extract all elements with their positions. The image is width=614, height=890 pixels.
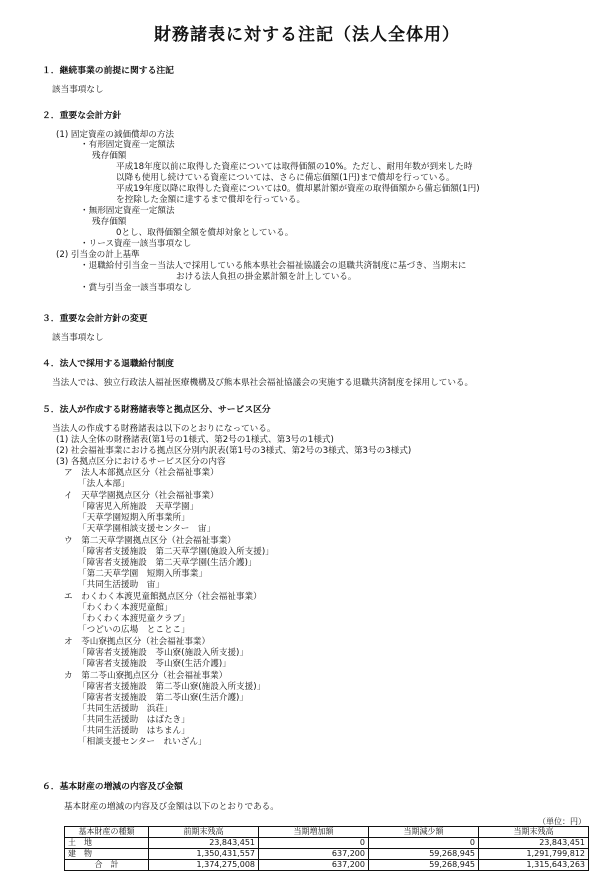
section-heading: ２．重要な会計方針 xyxy=(42,111,122,121)
text-line: (1) 法人全体の財務諸表(第1号の1様式、第2号の1様式、第3号の1様式) xyxy=(56,435,334,445)
table-cell: 59,268,945 xyxy=(369,860,479,871)
table-cell: 23,843,451 xyxy=(479,838,589,849)
text-line: 「障害児入所施設 天草学園」 xyxy=(78,502,199,512)
table-cell: 0 xyxy=(259,838,369,849)
text-line: ・無形固定資産一定額法 xyxy=(80,206,175,216)
table-cell: 23,843,451 xyxy=(149,838,259,849)
table-cell: 59,268,945 xyxy=(369,849,479,860)
text-line: エ わくわく本渡児童館拠点区分（社会福祉事業） xyxy=(64,592,262,602)
table-row xyxy=(65,838,589,849)
table-cell: 建 物 xyxy=(65,849,149,860)
text-line: 「つどいの広場 とことこ」 xyxy=(78,625,190,635)
text-line: (3) 各拠点区分におけるサービス区分の内容 xyxy=(56,457,226,467)
text-line: 「わくわく本渡児童クラブ」 xyxy=(78,614,190,624)
text-line: (1) 固定資産の減価償却の方法 xyxy=(56,130,175,140)
table-cell: 合 計 xyxy=(65,860,149,871)
text-line: 平成18年度以前に取得した資産については取得価額の10%。ただし、耐用年数が到来した時 xyxy=(116,162,473,172)
text-line: 当法人の作成する財務諸表は以下のとおりになっている。 xyxy=(52,424,276,434)
text-line: 以降も使用し続けている資産については、さらに備忘価額(1円)まで償却を行っている。 xyxy=(116,173,455,183)
text-line: 「障害者支援施設 第二苓山寮(施設入所支援)」 xyxy=(78,682,266,692)
text-line: 「障害者支援施設 苓山寮(施設入所支援)」 xyxy=(78,648,248,658)
table-cell: 1,315,643,263 xyxy=(479,860,589,871)
text-line: 基本財産の増減の内容及び金額は以下のとおりである。 xyxy=(64,802,279,812)
text-line: 当法人では、独立行政法人福祉医療機構及び熊本県社会福祉協議会の実施する退職共済制度を採用している。 xyxy=(52,378,474,388)
column-header: 当期減少額 xyxy=(369,827,479,838)
document-title: 財務諸表に対する注記（法人全体用） xyxy=(154,25,460,45)
section-heading: １．継続事業の前提に関する注記 xyxy=(42,66,174,76)
text-line: 残存価額 xyxy=(92,151,127,161)
text-line: 平成19年度以降に取得した資産については0。償却累計額が資産の取得価額から備忘価額(1円) xyxy=(116,184,480,194)
column-header: 基本財産の種類 xyxy=(65,827,149,838)
text-line: 「障害者支援施設 第二苓山寮(生活介護)」 xyxy=(78,693,248,703)
text-line: 「わくわく本渡児童館」 xyxy=(78,603,173,613)
text-line: 「天草学園相談支援センター 宙」 xyxy=(78,524,216,534)
text-line: ・リース資産一該当事項なし xyxy=(80,239,192,249)
table-cell: 土 地 xyxy=(65,838,149,849)
table-row xyxy=(65,849,589,860)
text-line: 0とし、取得価額全額を償却対象としている。 xyxy=(116,228,294,238)
section-heading: ６．基本財産の増減の内容及び金額 xyxy=(42,782,183,792)
text-line: 「障害者支援施設 第二天草学園(生活介護)」 xyxy=(78,558,257,568)
text-line: ・有形固定資産一定額法 xyxy=(80,140,175,150)
table-cell: 1,350,431,557 xyxy=(149,849,259,860)
text-line: 「相談支援センター れいざん」 xyxy=(78,737,207,747)
table-cell: 0 xyxy=(369,838,479,849)
text-line: ウ 第二天草学園拠点区分（社会福祉事業） xyxy=(64,536,236,546)
section-heading: ５．法人が作成する財務諸表等と拠点区分、サービス区分 xyxy=(42,405,271,415)
table-cell: 1,291,799,812 xyxy=(479,849,589,860)
column-header: 当期末残高 xyxy=(479,827,589,838)
text-line: ・賞与引当金一該当事項なし xyxy=(80,283,192,293)
text-line: 該当事項なし xyxy=(52,333,104,343)
text-line: 「共同生活援助 はちまん」 xyxy=(78,726,190,736)
endowment-table xyxy=(64,826,589,871)
text-line: 「法人本部」 xyxy=(78,479,130,489)
text-line: ア 法人本部拠点区分（社会福祉事業） xyxy=(64,468,219,478)
table-cell: 1,374,275,008 xyxy=(149,860,259,871)
text-line: を控除した金額に達するまで償却を行っている。 xyxy=(116,195,306,205)
text-line: 「共同生活援助 はばたき」 xyxy=(78,715,190,725)
text-line: 「障害者支援施設 苓山寮(生活介護)」 xyxy=(78,659,231,669)
text-line: (2) 引当金の計上基準 xyxy=(56,250,140,260)
text-line: 該当事項なし xyxy=(52,85,104,95)
text-line: イ 天草学園拠点区分（社会福祉事業） xyxy=(64,491,219,501)
text-line: 「障害者支援施設 第二天草学園(施設入所支援)」 xyxy=(78,547,274,557)
text-line: 「共同生活援助 浜荘」 xyxy=(78,704,173,714)
text-line: 「第二天草学園 短期入所事業」 xyxy=(78,569,207,579)
text-line: 「共同生活援助 宙」 xyxy=(78,580,164,590)
text-line: (2) 社会福祉事業における拠点区分別内訳表(第1号の3様式、第2号の3様式、第3号の3様式) xyxy=(56,446,412,456)
text-line: 「天草学園短期入所事業所」 xyxy=(78,513,190,523)
text-line: 残存価額 xyxy=(92,217,127,227)
text-line: カ 第二苓山寮拠点区分（社会福祉事業） xyxy=(64,671,228,681)
section-heading: ３．重要な会計方針の変更 xyxy=(42,314,148,324)
table-total-row xyxy=(65,860,589,871)
text-line: オ 苓山寮拠点区分（社会福祉事業） xyxy=(64,637,211,647)
table-header-row xyxy=(65,827,589,838)
column-header: 当期増加額 xyxy=(259,827,369,838)
table-cell: 637,200 xyxy=(259,860,369,871)
column-header: 前期末残高 xyxy=(149,827,259,838)
section-heading: ４．法人で採用する退職給付制度 xyxy=(42,359,174,369)
text-line: ・退職給付引当金－当法人で採用している熊本県社会福祉協議会の退職共済制度に基づき、当期末に xyxy=(80,261,467,271)
text-line: おける法人負担の掛金累計額を計上している。 xyxy=(176,272,357,282)
table-cell: 637,200 xyxy=(259,849,369,860)
unit-label: （単位：円） xyxy=(538,817,586,826)
